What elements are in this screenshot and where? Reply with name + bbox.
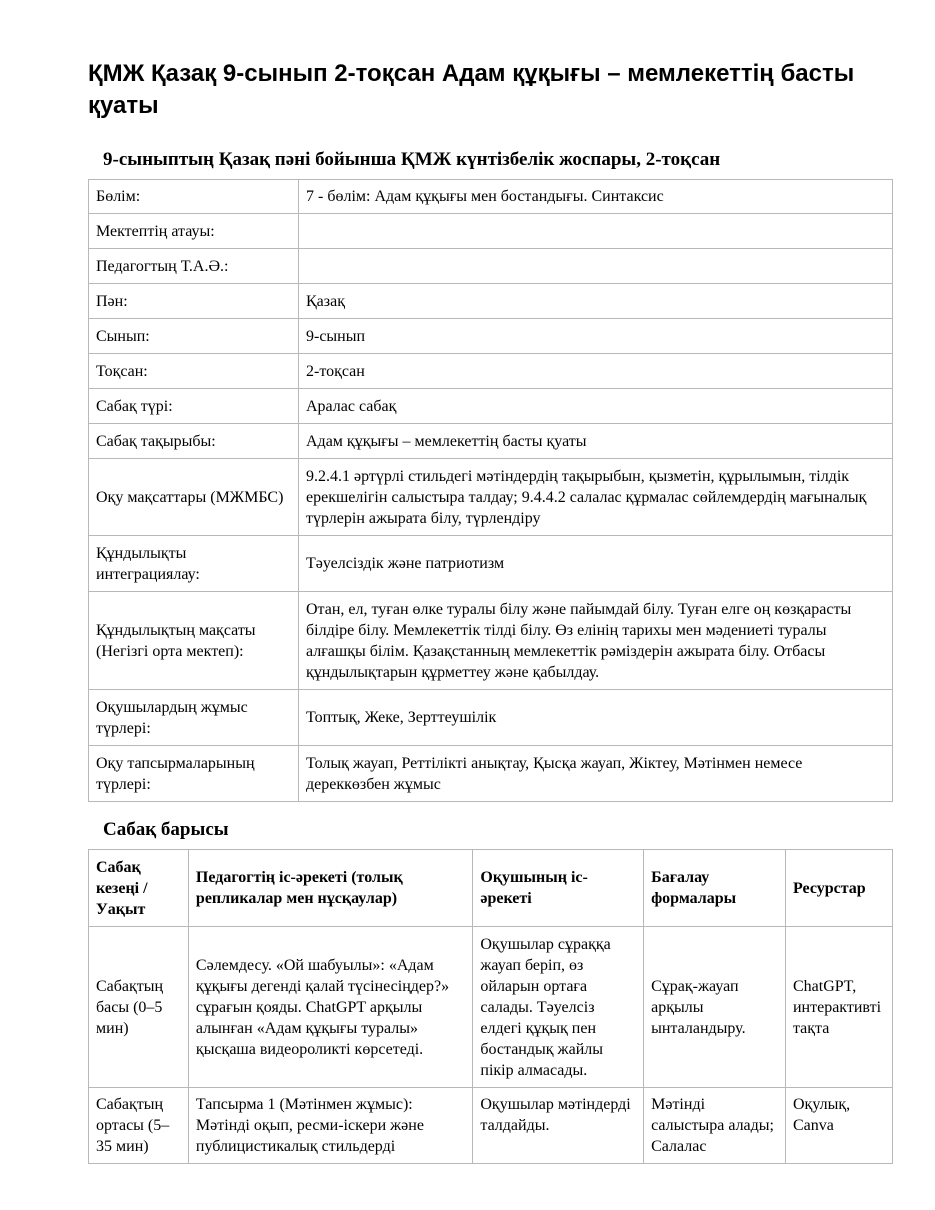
info-label: Сабақ тақырыбы: [89, 424, 299, 459]
plan-row [89, 927, 893, 1088]
lesson-plan-table [88, 849, 893, 1164]
info-row [89, 592, 893, 690]
info-label: Оқу тапсырмаларының түрлері: [89, 746, 299, 802]
info-row [89, 319, 893, 354]
info-table [88, 179, 893, 802]
info-value: Аралас сабақ [299, 389, 893, 424]
info-label: Сынып: [89, 319, 299, 354]
info-label: Педагогтың Т.А.Ә.: [89, 249, 299, 284]
info-label: Тоқсан: [89, 354, 299, 389]
info-row [89, 746, 893, 802]
plan-cell: Оқушылар мәтіндерді талдайды. [473, 1088, 644, 1164]
plan-subtitle: 9-сыныптың Қазақ пәні бойынша ҚМЖ күнтізбелік жоспары, 2-тоқсан [103, 149, 721, 170]
plan-cell: Сабақтың ортасы (5–35 мин) [89, 1088, 189, 1164]
info-label: Пән: [89, 284, 299, 319]
info-value: Тәуелсіздік және патриотизм [299, 536, 893, 592]
info-value [299, 249, 893, 284]
plan-cell: Сабақтың басы (0–5 мин) [89, 927, 189, 1088]
plan-cell: Сәлемдесу. «Ой шабуылы»: «Адам құқығы дегенді қалай түсінесіңдер?» сұрағын қояды. ChatGPT арқылы алынған «Адам құқығы туралы» қысқаша видеороликті көрсетеді. [188, 927, 472, 1088]
page-title: ҚМЖ Қазақ 9-сынып 2-тоқсан Адам құқығы – мемлекеттің басты қуаты [88, 60, 855, 119]
info-row [89, 459, 893, 536]
info-label: Құндылықты интеграциялау: [89, 536, 299, 592]
plan-cell: ChatGPT, интерактивті тақта [785, 927, 892, 1088]
info-value: 9.2.4.1 әртүрлі стильдегі мәтіндердің тақырыбын, қызметін, құрылымын, тілдік ерекшелігін салыстыра талдау; 9.4.4.2 салалас құрмалас сөйлемдердің мағыналық түрлерін ажырата білу, түрлендіру [299, 459, 893, 536]
section-title: Сабақ барысы [103, 819, 229, 840]
info-row [89, 284, 893, 319]
info-label: Оқу мақсаттары (МЖМБС) [89, 459, 299, 536]
plan-header-cell: Сабақ кезеңі / Уақыт [89, 850, 189, 927]
info-row [89, 354, 893, 389]
info-value: 9-сынып [299, 319, 893, 354]
plan-header-cell: Оқушының іс-әрекеті [473, 850, 644, 927]
plan-cell: Тапсырма 1 (Мәтінмен жұмыс): Мәтінді оқып, ресми-іскери және публицистикалық стильдерді [188, 1088, 472, 1164]
plan-row [89, 1088, 893, 1164]
info-value: Адам құқығы – мемлекеттің басты қуаты [299, 424, 893, 459]
info-label: Бөлім: [89, 180, 299, 214]
plan-cell: Оқулық, Canva [785, 1088, 892, 1164]
info-value: Отан, ел, туған өлке туралы білу және пайымдай білу. Туған елге оң көзқарасты білдіре білу. Мемлекеттік тілді білу. Өз елінің тарихы мен мәдениеті туралы алғашқы білім. Қазақстанның мемлекеттік рәміздерін ажырата білу. Отбасы құндылықтарын құрметтеу және қабылдау. [299, 592, 893, 690]
info-value: Толық жауап, Реттілікті анықтау, Қысқа жауап, Жіктеу, Мәтінмен немесе дереккөзбен жұмыс [299, 746, 893, 802]
info-label: Құндылықтың мақсаты (Негізгі орта мектеп): [89, 592, 299, 690]
info-value: Қазақ [299, 284, 893, 319]
info-row [89, 389, 893, 424]
info-row [89, 424, 893, 459]
info-row [89, 536, 893, 592]
info-label: Оқушылардың жұмыс түрлері: [89, 690, 299, 746]
plan-cell: Сұрақ-жауап арқылы ынталандыру. [644, 927, 786, 1088]
plan-header-cell: Бағалау формалары [644, 850, 786, 927]
plan-cell: Оқушылар сұраққа жауап беріп, өз ойларын ортаға салады. Тәуелсіз елдегі құқық пен бостандық жайлы пікір алмасады. [473, 927, 644, 1088]
info-label: Сабақ түрі: [89, 389, 299, 424]
info-value: 7 - бөлім: Адам құқығы мен бостандығы. Синтаксис [299, 180, 893, 214]
info-label: Мектептің атауы: [89, 214, 299, 249]
info-row [89, 214, 893, 249]
info-value: Топтық, Жеке, Зерттеушілік [299, 690, 893, 746]
info-row [89, 249, 893, 284]
info-value [299, 214, 893, 249]
plan-header-cell: Педагогтің іс-әрекеті (толық репликалар мен нұсқаулар) [188, 850, 472, 927]
info-value: 2-тоқсан [299, 354, 893, 389]
info-row [89, 690, 893, 746]
info-row [89, 180, 893, 214]
plan-cell: Мәтінді салыстыра алады; Салалас [644, 1088, 786, 1164]
plan-header-cell: Ресурстар [785, 850, 892, 927]
